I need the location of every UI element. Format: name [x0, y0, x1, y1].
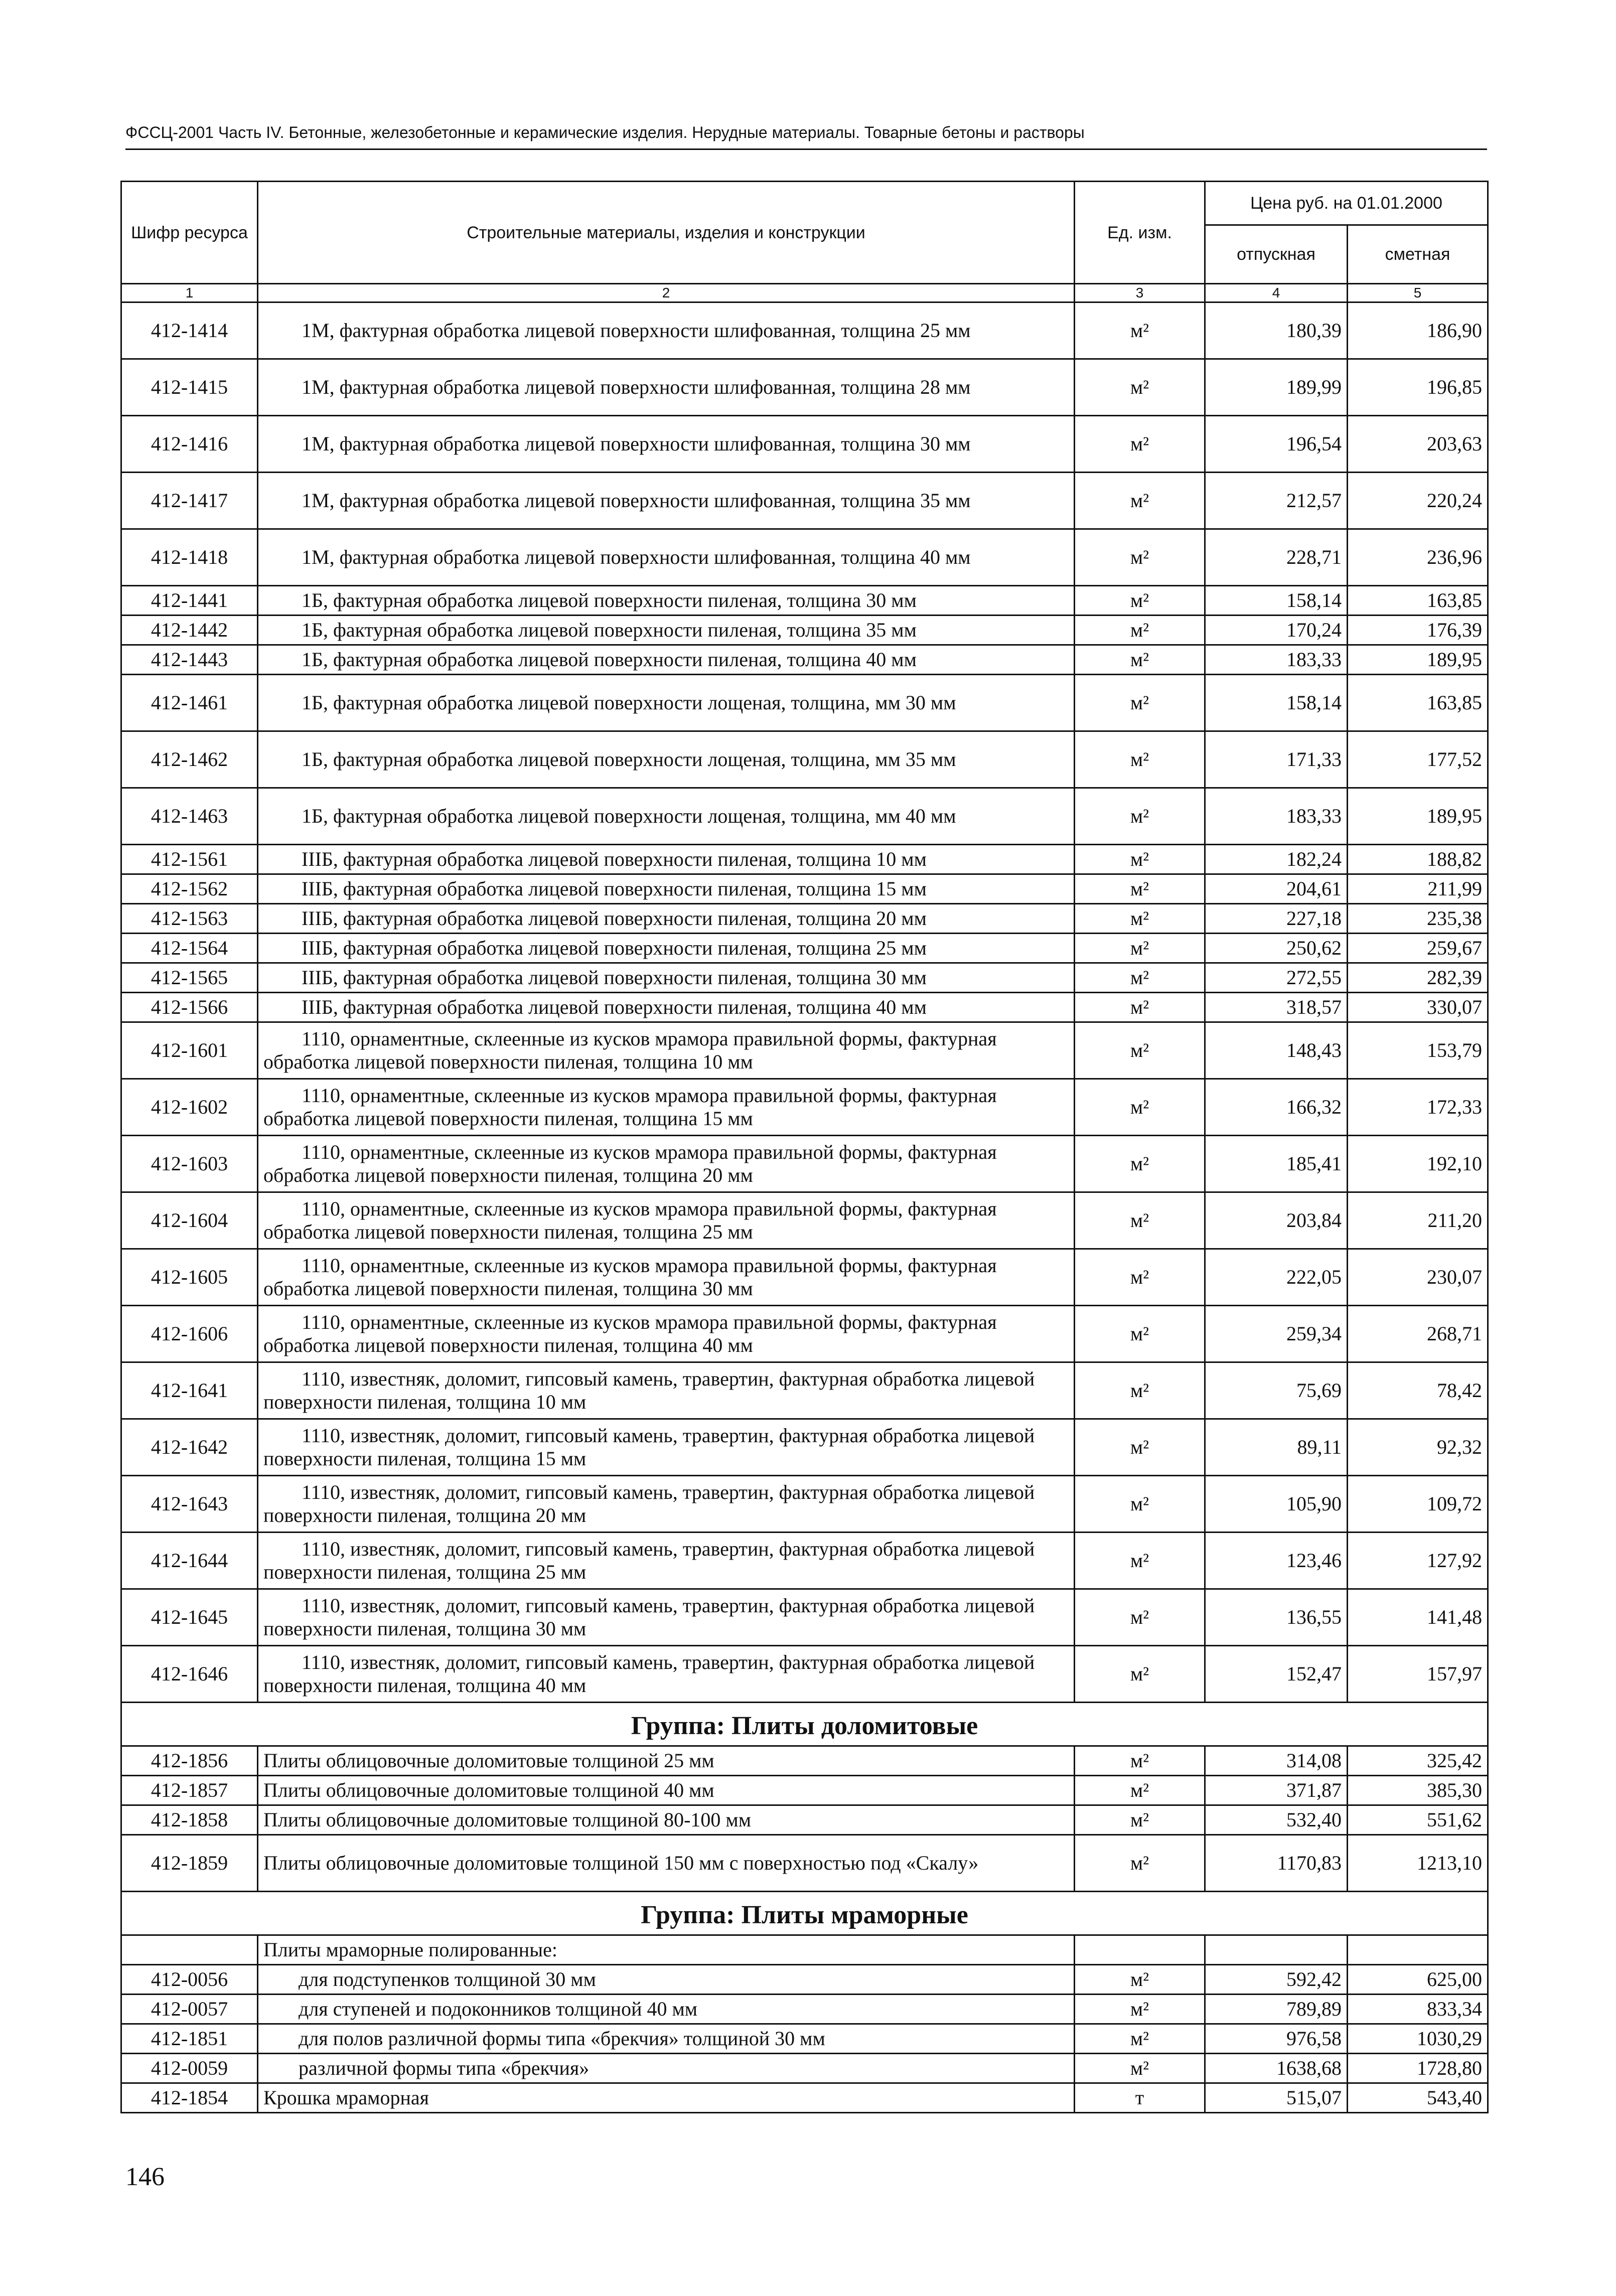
- resource-code: 412-1463: [121, 788, 258, 845]
- section-body: [121, 1965, 1488, 2083]
- release-price: 318,57: [1205, 993, 1348, 1022]
- material-name: для ступеней и подоконников толщиной 40 мм: [258, 1995, 1075, 2024]
- table-row: [121, 416, 1488, 473]
- material-name: Крошка мраморная: [258, 2083, 1075, 2113]
- unit-of-measure: м²: [1075, 1646, 1205, 1703]
- section-body: [121, 1746, 1488, 1892]
- resource-code: 412-1461: [121, 675, 258, 731]
- material-name: Плиты облицовочные доломитовые толщиной 40 мм: [258, 1776, 1075, 1805]
- resource-code: 412-1563: [121, 904, 258, 934]
- material-name: 1110, известняк, доломит, гипсовый камень, травертин, фактурная обработка лицевой поверхности пиленая, толщина 15 мм: [258, 1419, 1075, 1476]
- estimate-price: 833,34: [1348, 1995, 1488, 2024]
- table-row: [121, 2083, 1488, 2113]
- column-number: 2: [258, 284, 1075, 302]
- resource-code: 412-1857: [121, 1776, 258, 1805]
- unit-of-measure: м²: [1075, 645, 1205, 675]
- material-name: Плиты облицовочные доломитовые толщиной 25 мм: [258, 1746, 1075, 1776]
- estimate-price: 163,85: [1348, 675, 1488, 731]
- material-name: 1Б, фактурная обработка лицевой поверхности лощеная, толщина, мм 40 мм: [258, 788, 1075, 845]
- resource-code: 412-1858: [121, 1805, 258, 1835]
- estimate-price: 625,00: [1348, 1965, 1488, 1995]
- release-price: 183,33: [1205, 645, 1348, 675]
- material-name: IIIБ, фактурная обработка лицевой поверхности пиленая, толщина 10 мм: [258, 845, 1075, 874]
- material-name: 1Б, фактурная обработка лицевой поверхности пиленая, толщина 40 мм: [258, 645, 1075, 675]
- col-header-code: Шифр ресурса: [121, 182, 258, 284]
- resource-code: 412-1856: [121, 1746, 258, 1776]
- release-price: 272,55: [1205, 963, 1348, 993]
- release-price: 204,61: [1205, 874, 1348, 904]
- table-row: [121, 1589, 1488, 1646]
- resource-code: 412-1601: [121, 1022, 258, 1079]
- material-name: для подступенков толщиной 30 мм: [258, 1965, 1075, 1995]
- resource-code: 412-0059: [121, 2054, 258, 2083]
- group-marble: [121, 1892, 1488, 1965]
- release-price: 976,58: [1205, 2024, 1348, 2054]
- resource-code: 412-1851: [121, 2024, 258, 2054]
- material-name: IIIБ, фактурная обработка лицевой поверхности пиленая, толщина 15 мм: [258, 874, 1075, 904]
- unit-of-measure: м²: [1075, 1419, 1205, 1476]
- release-price: 148,43: [1205, 1022, 1348, 1079]
- release-price: 212,57: [1205, 473, 1348, 529]
- release-price: 203,84: [1205, 1192, 1348, 1249]
- release-price: 259,34: [1205, 1306, 1348, 1362]
- release-price: 105,90: [1205, 1476, 1348, 1533]
- unit-of-measure: м²: [1075, 2054, 1205, 2083]
- resource-code: 412-1414: [121, 302, 258, 359]
- release-price: 158,14: [1205, 675, 1348, 731]
- table-row: [121, 359, 1488, 416]
- release-price: 592,42: [1205, 1965, 1348, 1995]
- estimate-price: 203,63: [1348, 416, 1488, 473]
- resource-code: 412-0057: [121, 1995, 258, 2024]
- page-header: ФССЦ-2001 Часть IV. Бетонные, железобетонные и керамические изделия. Нерудные материалы. Товарные бетоны и растворы: [125, 122, 1487, 150]
- resource-code: 412-1604: [121, 1192, 258, 1249]
- material-name: 1110, орнаментные, склеенные из кусков мрамора правильной формы, фактурная обработка лицевой поверхности пиленая, толщина 25 мм: [258, 1192, 1075, 1249]
- material-name: 1М, фактурная обработка лицевой поверхности шлифованная, толщина 35 мм: [258, 473, 1075, 529]
- estimate-price: 196,85: [1348, 359, 1488, 416]
- material-name: 1М, фактурная обработка лицевой поверхности шлифованная, толщина 25 мм: [258, 302, 1075, 359]
- release-price: 171,33: [1205, 731, 1348, 788]
- column-number-row: [121, 284, 1488, 302]
- table-row: [121, 1746, 1488, 1776]
- col-header-name: Строительные материалы, изделия и конструкции: [258, 182, 1075, 284]
- estimate-price: 186,90: [1348, 302, 1488, 359]
- material-name: Плиты облицовочные доломитовые толщиной 150 мм с поверхностью под «Скалу»: [258, 1835, 1075, 1892]
- release-price: 1638,68: [1205, 2054, 1348, 2083]
- unit-of-measure: м²: [1075, 586, 1205, 616]
- column-number: 3: [1075, 284, 1205, 302]
- material-name: 1110, орнаментные, склеенные из кусков мрамора правильной формы, фактурная обработка лицевой поверхности пиленая, толщина 40 мм: [258, 1306, 1075, 1362]
- release-price: 183,33: [1205, 788, 1348, 845]
- subheading-row: [121, 1935, 1488, 1965]
- estimate-price: 92,32: [1348, 1419, 1488, 1476]
- unit-of-measure: м²: [1075, 993, 1205, 1022]
- unit-of-measure: м²: [1075, 1746, 1205, 1776]
- table-row: [121, 1079, 1488, 1136]
- estimate-price: 157,97: [1348, 1646, 1488, 1703]
- estimate-price: 551,62: [1348, 1805, 1488, 1835]
- unit-of-measure: м²: [1075, 845, 1205, 874]
- estimate-price: 163,85: [1348, 586, 1488, 616]
- unit-of-measure: м²: [1075, 1079, 1205, 1136]
- column-number: 4: [1205, 284, 1348, 302]
- col-header-release: отпускная: [1205, 225, 1348, 284]
- unit-of-measure: м²: [1075, 788, 1205, 845]
- release-price: 123,46: [1205, 1533, 1348, 1589]
- estimate-price: 211,99: [1348, 874, 1488, 904]
- estimate-price: 78,42: [1348, 1362, 1488, 1419]
- material-name: 1110, известняк, доломит, гипсовый камень, травертин, фактурная обработка лицевой поверхности пиленая, толщина 40 мм: [258, 1646, 1075, 1703]
- table-row: [121, 1776, 1488, 1805]
- release-price: 152,47: [1205, 1646, 1348, 1703]
- resource-code: 412-1644: [121, 1533, 258, 1589]
- resource-code: 412-1603: [121, 1136, 258, 1192]
- release-price: 166,32: [1205, 1079, 1348, 1136]
- material-name: IIIБ, фактурная обработка лицевой поверхности пиленая, толщина 30 мм: [258, 963, 1075, 993]
- estimate-price: 127,92: [1348, 1533, 1488, 1589]
- resource-code: 412-1859: [121, 1835, 258, 1892]
- resource-code: 412-1562: [121, 874, 258, 904]
- estimate-price: 176,39: [1348, 616, 1488, 645]
- unit-of-measure: м²: [1075, 416, 1205, 473]
- group-dolomite: [121, 1703, 1488, 1746]
- column-number: 5: [1348, 284, 1488, 302]
- release-price: 1170,83: [1205, 1835, 1348, 1892]
- release-price: 789,89: [1205, 1995, 1348, 2024]
- table-row: [121, 473, 1488, 529]
- unit-of-measure: м²: [1075, 1022, 1205, 1079]
- table-row: [121, 1306, 1488, 1362]
- table-row: [121, 1533, 1488, 1589]
- table-row: [121, 1249, 1488, 1306]
- release-price: 158,14: [1205, 586, 1348, 616]
- resource-code: 412-1462: [121, 731, 258, 788]
- unit-of-measure: м²: [1075, 963, 1205, 993]
- release-price: 75,69: [1205, 1362, 1348, 1419]
- subheading: Плиты мраморные полированные:: [258, 1935, 1075, 1965]
- section-body: [121, 2083, 1488, 2113]
- estimate-price: 282,39: [1348, 963, 1488, 993]
- release-price: 314,08: [1205, 1746, 1348, 1776]
- unit-of-measure: м²: [1075, 1995, 1205, 2024]
- material-name: IIIБ, фактурная обработка лицевой поверхности пиленая, толщина 40 мм: [258, 993, 1075, 1022]
- price-table: [120, 181, 1489, 2113]
- estimate-price: 153,79: [1348, 1022, 1488, 1079]
- table-row: [121, 874, 1488, 904]
- table-row: [121, 302, 1488, 359]
- table-row: [121, 845, 1488, 874]
- table-row: [121, 586, 1488, 616]
- release-price: 136,55: [1205, 1589, 1348, 1646]
- unit-of-measure: м²: [1075, 1476, 1205, 1533]
- table-row: [121, 1136, 1488, 1192]
- table-row: [121, 1022, 1488, 1079]
- unit-of-measure: м²: [1075, 1776, 1205, 1805]
- material-name: 1110, орнаментные, склеенные из кусков мрамора правильной формы, фактурная обработка лицевой поверхности пиленая, толщина 20 мм: [258, 1136, 1075, 1192]
- resource-code: 412-1443: [121, 645, 258, 675]
- resource-code: 412-1561: [121, 845, 258, 874]
- estimate-price: 325,42: [1348, 1746, 1488, 1776]
- table-row: [121, 1476, 1488, 1533]
- unit-of-measure: м²: [1075, 1136, 1205, 1192]
- table-row: [121, 1646, 1488, 1703]
- resource-code: 412-1418: [121, 529, 258, 586]
- release-price: 170,24: [1205, 616, 1348, 645]
- estimate-price: 172,33: [1348, 1079, 1488, 1136]
- resource-code: 412-1602: [121, 1079, 258, 1136]
- resource-code: 412-1606: [121, 1306, 258, 1362]
- unit-of-measure: м²: [1075, 473, 1205, 529]
- table-row: [121, 1835, 1488, 1892]
- empty-cell: [121, 1935, 258, 1965]
- estimate-price: 109,72: [1348, 1476, 1488, 1533]
- empty-cell: [1348, 1935, 1488, 1965]
- col-header-unit: Ед. изм.: [1075, 182, 1205, 284]
- table-row: [121, 1805, 1488, 1835]
- page-number: 146: [125, 2163, 165, 2191]
- resource-code: 412-1645: [121, 1589, 258, 1646]
- estimate-price: 189,95: [1348, 788, 1488, 845]
- unit-of-measure: м²: [1075, 904, 1205, 934]
- unit-of-measure: м²: [1075, 359, 1205, 416]
- unit-of-measure: м²: [1075, 1306, 1205, 1362]
- empty-cell: [1075, 1935, 1205, 1965]
- table-row: [121, 529, 1488, 586]
- unit-of-measure: м²: [1075, 1533, 1205, 1589]
- resource-code: 412-1643: [121, 1476, 258, 1533]
- table-row: [121, 645, 1488, 675]
- estimate-price: 1030,29: [1348, 2024, 1488, 2054]
- table-row: [121, 934, 1488, 963]
- release-price: 515,07: [1205, 2083, 1348, 2113]
- resource-code: 412-1442: [121, 616, 258, 645]
- estimate-price: 220,24: [1348, 473, 1488, 529]
- unit-of-measure: м²: [1075, 1589, 1205, 1646]
- table-row: [121, 675, 1488, 731]
- table-row: [121, 2054, 1488, 2083]
- unit-of-measure: м²: [1075, 529, 1205, 586]
- unit-of-measure: м²: [1075, 1249, 1205, 1306]
- release-price: 189,99: [1205, 359, 1348, 416]
- resource-code: 412-1564: [121, 934, 258, 963]
- table-row: [121, 731, 1488, 788]
- estimate-price: 268,71: [1348, 1306, 1488, 1362]
- release-price: 227,18: [1205, 904, 1348, 934]
- release-price: 532,40: [1205, 1805, 1348, 1835]
- resource-code: 412-0056: [121, 1965, 258, 1995]
- unit-of-measure: м²: [1075, 1835, 1205, 1892]
- release-price: 222,05: [1205, 1249, 1348, 1306]
- material-name: 1Б, фактурная обработка лицевой поверхности лощеная, толщина, мм 35 мм: [258, 731, 1075, 788]
- table-row: [121, 788, 1488, 845]
- estimate-price: 188,82: [1348, 845, 1488, 874]
- release-price: 196,54: [1205, 416, 1348, 473]
- resource-code: 412-1441: [121, 586, 258, 616]
- release-price: 182,24: [1205, 845, 1348, 874]
- material-name: 1110, орнаментные, склеенные из кусков мрамора правильной формы, фактурная обработка лицевой поверхности пиленая, толщина 15 мм: [258, 1079, 1075, 1136]
- resource-code: 412-1565: [121, 963, 258, 993]
- table-row: [121, 1965, 1488, 1995]
- estimate-price: 385,30: [1348, 1776, 1488, 1805]
- material-name: 1М, фактурная обработка лицевой поверхности шлифованная, толщина 30 мм: [258, 416, 1075, 473]
- material-name: IIIБ, фактурная обработка лицевой поверхности пиленая, толщина 20 мм: [258, 904, 1075, 934]
- group-heading-row: [121, 1892, 1488, 1935]
- column-number: 1: [121, 284, 258, 302]
- estimate-price: 543,40: [1348, 2083, 1488, 2113]
- material-name: 1110, известняк, доломит, гипсовый камень, травертин, фактурная обработка лицевой поверхности пиленая, толщина 10 мм: [258, 1362, 1075, 1419]
- empty-cell: [1205, 1935, 1348, 1965]
- unit-of-measure: т: [1075, 2083, 1205, 2113]
- release-price: 250,62: [1205, 934, 1348, 963]
- release-price: 228,71: [1205, 529, 1348, 586]
- group-heading-row: [121, 1703, 1488, 1746]
- material-name: IIIБ, фактурная обработка лицевой поверхности пиленая, толщина 25 мм: [258, 934, 1075, 963]
- section-body: [121, 302, 1488, 1703]
- unit-of-measure: м²: [1075, 2024, 1205, 2054]
- unit-of-measure: м²: [1075, 302, 1205, 359]
- estimate-price: 1728,80: [1348, 2054, 1488, 2083]
- table-row: [121, 1995, 1488, 2024]
- estimate-price: 236,96: [1348, 529, 1488, 586]
- material-name: 1М, фактурная обработка лицевой поверхности шлифованная, толщина 40 мм: [258, 529, 1075, 586]
- table-row: [121, 993, 1488, 1022]
- table-row: [121, 616, 1488, 645]
- table-row: [121, 904, 1488, 934]
- material-name: 1110, орнаментные, склеенные из кусков мрамора правильной формы, фактурная обработка лицевой поверхности пиленая, толщина 30 мм: [258, 1249, 1075, 1306]
- resource-code: 412-1415: [121, 359, 258, 416]
- resource-code: 412-1566: [121, 993, 258, 1022]
- unit-of-measure: м²: [1075, 1192, 1205, 1249]
- release-price: 185,41: [1205, 1136, 1348, 1192]
- material-name: 1Б, фактурная обработка лицевой поверхности лощеная, толщина, мм 30 мм: [258, 675, 1075, 731]
- unit-of-measure: м²: [1075, 934, 1205, 963]
- table-row: [121, 963, 1488, 993]
- group-heading: Группа: Плиты мраморные: [121, 1892, 1488, 1935]
- material-name: 1110, известняк, доломит, гипсовый камень, травертин, фактурная обработка лицевой поверхности пиленая, толщина 20 мм: [258, 1476, 1075, 1533]
- material-name: 1Б, фактурная обработка лицевой поверхности пиленая, толщина 30 мм: [258, 586, 1075, 616]
- estimate-price: 177,52: [1348, 731, 1488, 788]
- resource-code: 412-1646: [121, 1646, 258, 1703]
- unit-of-measure: м²: [1075, 616, 1205, 645]
- estimate-price: 259,67: [1348, 934, 1488, 963]
- material-name: 1М, фактурная обработка лицевой поверхности шлифованная, толщина 28 мм: [258, 359, 1075, 416]
- unit-of-measure: м²: [1075, 1362, 1205, 1419]
- release-price: 371,87: [1205, 1776, 1348, 1805]
- material-name: для полов различной формы типа «брекчия» толщиной 30 мм: [258, 2024, 1075, 2054]
- release-price: 89,11: [1205, 1419, 1348, 1476]
- table-header-row: [121, 182, 1488, 225]
- estimate-price: 235,38: [1348, 904, 1488, 934]
- material-name: различной формы типа «брекчия»: [258, 2054, 1075, 2083]
- unit-of-measure: м²: [1075, 675, 1205, 731]
- unit-of-measure: м²: [1075, 731, 1205, 788]
- resource-code: 412-1642: [121, 1419, 258, 1476]
- material-name: 1110, известняк, доломит, гипсовый камень, травертин, фактурная обработка лицевой поверхности пиленая, толщина 30 мм: [258, 1589, 1075, 1646]
- estimate-price: 192,10: [1348, 1136, 1488, 1192]
- resource-code: 412-1416: [121, 416, 258, 473]
- resource-code: 412-1641: [121, 1362, 258, 1419]
- unit-of-measure: м²: [1075, 1965, 1205, 1995]
- material-name: 1110, известняк, доломит, гипсовый камень, травертин, фактурная обработка лицевой поверхности пиленая, толщина 25 мм: [258, 1533, 1075, 1589]
- material-name: Плиты облицовочные доломитовые толщиной 80-100 мм: [258, 1805, 1075, 1835]
- resource-code: 412-1417: [121, 473, 258, 529]
- estimate-price: 330,07: [1348, 993, 1488, 1022]
- table-row: [121, 2024, 1488, 2054]
- release-price: 180,39: [1205, 302, 1348, 359]
- resource-code: 412-1605: [121, 1249, 258, 1306]
- estimate-price: 189,95: [1348, 645, 1488, 675]
- material-name: 1110, орнаментные, склеенные из кусков мрамора правильной формы, фактурная обработка лицевой поверхности пиленая, толщина 10 мм: [258, 1022, 1075, 1079]
- table-row: [121, 1419, 1488, 1476]
- table-row: [121, 1362, 1488, 1419]
- unit-of-measure: м²: [1075, 1805, 1205, 1835]
- table-row: [121, 1192, 1488, 1249]
- material-name: 1Б, фактурная обработка лицевой поверхности пиленая, толщина 35 мм: [258, 616, 1075, 645]
- col-header-estimate: сметная: [1348, 225, 1488, 284]
- estimate-price: 230,07: [1348, 1249, 1488, 1306]
- resource-code: 412-1854: [121, 2083, 258, 2113]
- unit-of-measure: м²: [1075, 874, 1205, 904]
- estimate-price: 211,20: [1348, 1192, 1488, 1249]
- group-heading: Группа: Плиты доломитовые: [121, 1703, 1488, 1746]
- estimate-price: 1213,10: [1348, 1835, 1488, 1892]
- col-header-price: Цена руб. на 01.01.2000: [1205, 182, 1488, 225]
- estimate-price: 141,48: [1348, 1589, 1488, 1646]
